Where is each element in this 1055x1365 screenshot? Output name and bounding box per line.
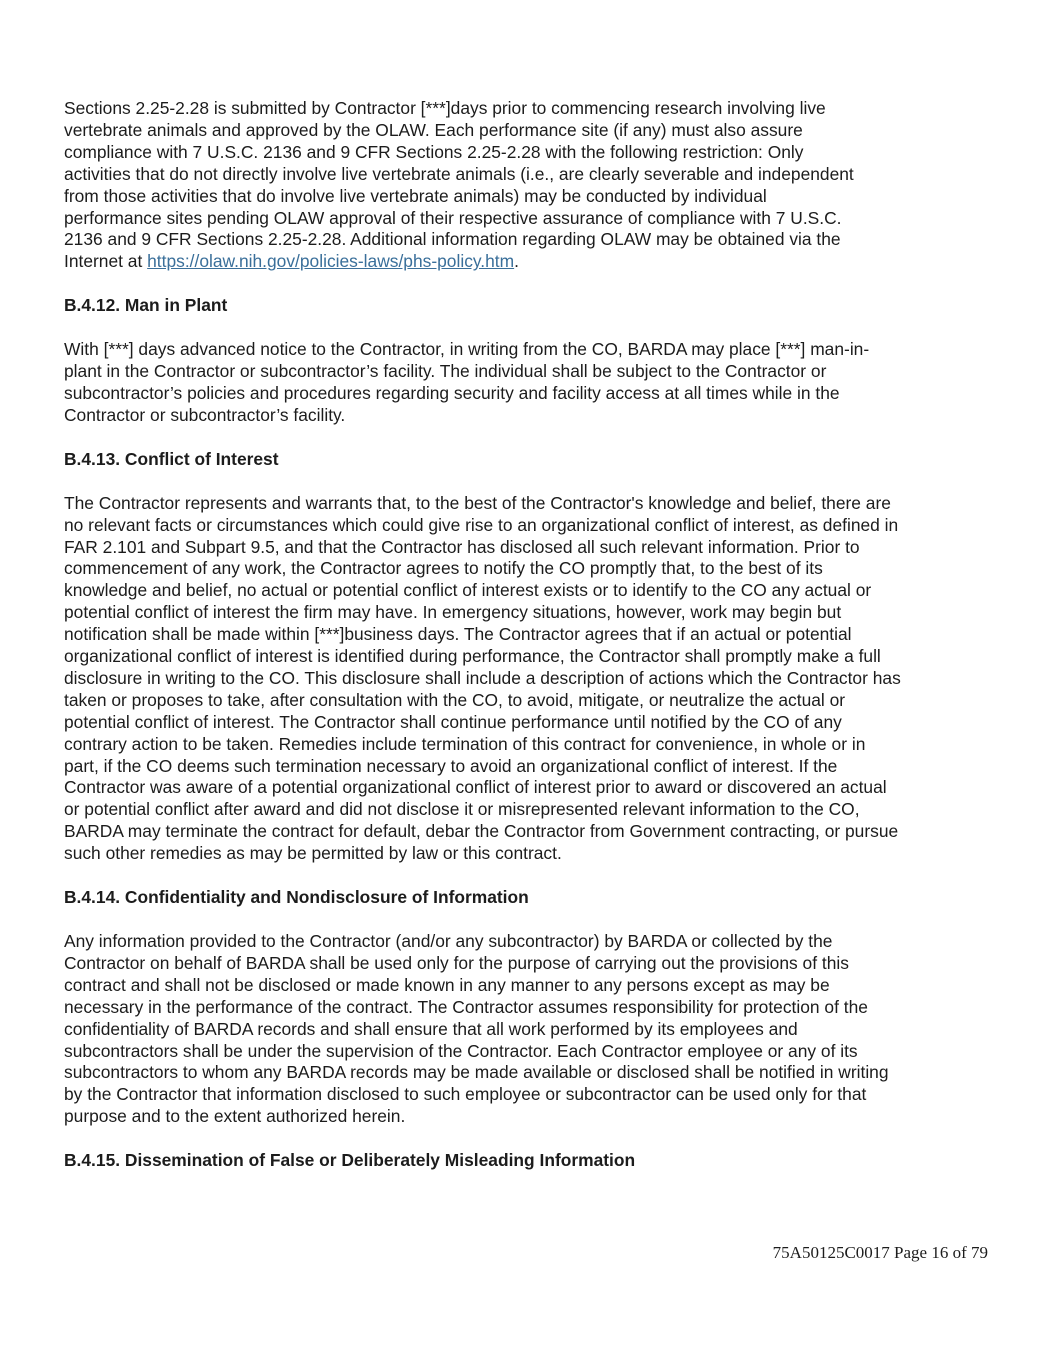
page-footer: 75A50125C0017 Page 16 of 79 [772,1243,988,1262]
section-body-man-in-plant: With [***] days advanced notice to the Contractor, in writing from the CO, BARDA may place [***] man-in- plant in the Contractor or subcontractor’s facility. The individual shall be subject to the Contractor or subcontractor’s policies and procedures regarding security and facility access at all times while in the Contractor or subcontractor’s facility. [64,339,870,425]
section-heading-confidentiality: B.4.14. Confidentiality and Nondisclosure of Information [64,887,529,908]
intro-text: Sections 2.25-2.28 is submitted by Contractor [***]days prior to commencing research involving live vertebrate animals and approved by the OLAW. Each performance site (if any) must also assure compliance with 7 U.S.C. 2136 and 9 CFR Sections 2.25-2.28 with the following restriction: Only activities that do not directly involve live vertebrate animals (i.e., are clearly severable and independent from those activities that do involve live vertebrate animals) may be conducted by individual performance sites pending OLAW approval of their respective assurance of compliance with 7 U.S.C. 2136 and 9 CFR Sections 2.25-2.28. Additional information regarding OLAW may be obtained via the Internet at [64,98,854,272]
section-heading-dissemination: B.4.15. Dissemination of False or Deliberately Misleading Information [64,1150,636,1171]
section-heading-man-in-plant: B.4.12. Man in Plant [64,295,228,316]
olaw-policy-link[interactable]: https://olaw.nih.gov/policies-laws/phs-policy.htm [147,251,515,272]
document-content [64,98,984,1172]
intro-period: . [514,251,519,272]
section-heading-conflict-of-interest: B.4.13. Conflict of Interest [64,448,279,469]
section-body-conflict-of-interest: The Contractor represents and warrants that, to the best of the Contractor's knowledge and belief, there are no relevant facts or circumstances which could give rise to an organizational conflict of interest, as defined in FAR 2.101 and Subpart 9.5, and that the Contractor has disclosed all such relevant information. Prior to commencement of any work, the Contractor agrees to notify the CO promptly that, to the best of its knowledge and belief, no actual or potential conflict of interest exists or to identify to the CO any actual or potential conflict of interest the firm may have. In emergency situations, however, work may begin but notification shall be made within [***]business days. The Contractor agrees that if an actual or potential organizational conflict of interest is identified during performance, the Contractor shall promptly make a full disclosure in writing to the CO. This disclosure shall include a description of actions which the Contractor has taken or proposes to take, after consultation with the CO, to avoid, mitigate, or neutralize the actual or potential conflict of interest. The Contractor shall continue performance until notified by the CO of any contrary action to be taken. Remedies include termination of this contract for convenience, in whole or in part, if the CO deems such termination necessary to avoid an organizational conflict of interest. If the Contractor was aware of a potential organizational conflict of interest prior to award or discovered an actual or potential conflict after award and did not disclose it or misrepresented relevant information to the CO, BARDA may terminate the contract for default, debar the Contractor from Government contracting, or pursue such other remedies as may be permitted by law or this contract. [64,492,901,864]
intro-paragraph [64,98,984,273]
section-body-confidentiality: Any information provided to the Contractor (and/or any subcontractor) by BARDA or collected by the Contractor on behalf of BARDA shall be used only for the purpose of carrying out the provisions of this contract and shall not be disclosed or made known in any manner to any persons except as may be necessary in the performance of the contract. The Contractor assumes responsibility for protection of the confidentiality of BARDA records and shall ensure that all work performed by its employees and subcontractors shall be under the supervision of the Contractor. Each Contractor employee or any of its subcontractors to whom any BARDA records may be made available or disclosed shall be notified in writing by the Contractor that information disclosed to such employee or subcontractor can be used only for that purpose and to the extent authorized herein. [64,931,889,1127]
